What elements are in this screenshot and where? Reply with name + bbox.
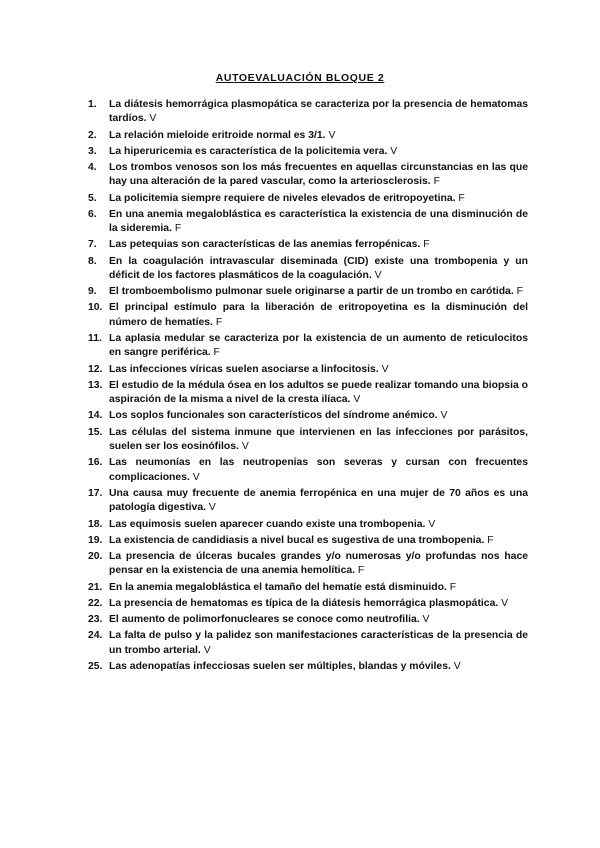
question-number: 23.: [88, 613, 103, 625]
question-text: Las adenopatías infecciosas suelen ser múltiples, blandas y móviles.: [109, 660, 451, 672]
question-item: [88, 192, 528, 206]
question-item: [88, 613, 528, 627]
answer-mark: F: [449, 581, 457, 593]
answer-mark: F: [458, 192, 465, 204]
question-text: La presencia de úlceras bucales grandes y/o numerosas y/o profundas nos hace pensar en la existencia de una anemia hemolítica.: [109, 550, 528, 577]
question-number: 8.: [88, 255, 97, 267]
question-item: [88, 129, 528, 143]
answer-mark: V: [328, 129, 336, 141]
question-item: [88, 409, 528, 423]
question-text: Las neumonías en las neutropenias son severas y cursan con frecuentes complicaciones.: [109, 457, 528, 483]
question-number: 3.: [88, 145, 97, 157]
question-item: [88, 363, 528, 377]
question-text: En la anemia megaloblástica el tamaño del hematíe está disminuido.: [109, 581, 447, 593]
question-text: El tromboembolismo pulmonar suele originarse a partir de un trombo en carótida.: [109, 286, 514, 298]
question-number: 15.: [88, 426, 103, 438]
question-item: [88, 255, 528, 284]
question-text: Las infecciones víricas suelen asociarse a linfocitosis.: [109, 363, 379, 375]
question-number: 13.: [88, 379, 103, 391]
question-number: 14.: [88, 410, 103, 422]
question-number: 24.: [88, 630, 103, 642]
question-number: 17.: [88, 487, 103, 499]
question-item: [88, 285, 528, 299]
answer-mark: V: [422, 613, 430, 625]
answer-mark: V: [440, 410, 448, 422]
question-number: 25.: [88, 660, 103, 672]
answer-mark: V: [381, 363, 389, 375]
answer-mark: F: [433, 176, 440, 188]
question-number: 1.: [88, 99, 97, 110]
page-title: AUTOEVALUACIÓN BLOQUE 2: [215, 72, 385, 84]
question-text: La presencia de hematomas es típica de la diátesis hemorrágica plasmopática.: [109, 597, 499, 609]
question-text: La falta de pulso y la palidez son manifestaciones características de la presencia de un trombo arterial.: [109, 630, 528, 656]
question-text: Los soplos funcionales son característicos del síndrome anémico.: [109, 410, 438, 422]
question-text: En la coagulación intravascular diseminada (CID) existe una trombopenia y un déficit de los factores plasmáticos de la coagulación.: [109, 255, 528, 282]
question-item: [88, 581, 528, 595]
question-text: La hiperuricemia es característica de la policitemia vera.: [109, 145, 388, 157]
question-number: 9.: [88, 286, 97, 298]
question-number: 7.: [88, 239, 97, 251]
question-item: [88, 487, 528, 516]
question-number: 6.: [88, 208, 97, 220]
question-item: [88, 379, 528, 408]
question-number: 11.: [88, 333, 102, 345]
question-number: 21.: [88, 581, 103, 593]
answer-mark: V: [428, 518, 436, 530]
question-text: El aumento de polimorfonucleares se conoce como neutrofilia.: [109, 613, 420, 625]
answer-mark: F: [516, 286, 523, 298]
answer-mark: F: [487, 534, 494, 546]
answer-mark: V: [203, 644, 211, 656]
question-text: Las células del sistema inmune que intervienen en las infecciones por parásitos, suelen ser los eosinófilos.: [109, 426, 528, 453]
question-text: El principal estímulo para la liberación de eritropoyetina es la disminución del número de hematíes.: [109, 302, 528, 328]
question-text: El estudio de la médula ósea en los adultos se puede realizar tomando una biopsia o aspiración de la misma a nivel de la cresta ilíaca.: [109, 379, 528, 406]
answer-mark: V: [241, 441, 249, 453]
answer-mark: F: [215, 316, 223, 328]
question-text: Los trombos venosos son los más frecuentes en aquellas circunstancias en las que hay una alteración de la pared vascular, como la arteriosclerosis.: [109, 162, 528, 188]
answer-mark: V: [390, 145, 398, 157]
question-text: La aplasia medular se caracteriza por la existencia de un aumento de reticulocitos en sangre periférica.: [109, 333, 528, 359]
question-item: [88, 534, 528, 548]
answer-mark: V: [374, 270, 382, 282]
answer-mark: V: [208, 502, 216, 514]
question-item: [88, 518, 528, 532]
answer-mark: F: [423, 239, 430, 251]
question-item: [88, 456, 528, 485]
question-text: Las petequias son características de las anemias ferropénicas.: [109, 239, 421, 251]
answer-mark: V: [453, 660, 461, 672]
answer-mark: F: [357, 565, 365, 577]
question-number: 19.: [88, 534, 103, 546]
question-item: [88, 161, 528, 190]
question-item: [88, 301, 528, 330]
question-text: La existencia de candidiasis a nivel bucal es sugestiva de una trombopenia.: [109, 534, 485, 546]
question-number: 4.: [88, 162, 97, 174]
question-list: [88, 98, 528, 676]
question-number: 18.: [88, 518, 103, 530]
question-item: [88, 660, 528, 674]
answer-mark: F: [174, 223, 182, 235]
question-number: 2.: [88, 129, 97, 141]
question-number: 10.: [88, 302, 103, 314]
question-text: Las equimosis suelen aparecer cuando existe una trombopenia.: [109, 518, 426, 530]
question-number: 22.: [88, 597, 103, 609]
question-text: La policitemia siempre requiere de niveles elevados de eritropoyetina.: [109, 192, 456, 204]
question-item: [88, 550, 528, 579]
answer-mark: F: [213, 347, 220, 359]
question-item: [88, 98, 528, 127]
question-item: [88, 208, 528, 237]
question-item: [88, 597, 528, 611]
question-text: En una anemia megaloblástica es característica la existencia de una disminución de la sideremia.: [109, 208, 528, 235]
question-item: [88, 426, 528, 455]
question-item: [88, 629, 528, 658]
question-text: La diátesis hemorrágica plasmopática se caracteriza por la presencia de hematomas tardíos.: [109, 99, 528, 125]
question-text: La relación mieloide eritroide normal es 3/1.: [109, 129, 326, 141]
question-text: Una causa muy frecuente de anemia ferropénica en una mujer de 70 años es una patología digestiva.: [109, 487, 528, 514]
question-number: 16.: [88, 457, 103, 469]
question-number: 20.: [88, 550, 103, 562]
answer-mark: V: [149, 113, 157, 125]
question-item: [88, 332, 528, 361]
question-item: [88, 145, 528, 159]
question-item: [88, 238, 528, 252]
question-number: 5.: [88, 192, 97, 204]
answer-mark: V: [192, 471, 200, 483]
answer-mark: V: [501, 597, 509, 609]
question-number: 12.: [88, 363, 103, 375]
answer-mark: V: [353, 394, 361, 406]
